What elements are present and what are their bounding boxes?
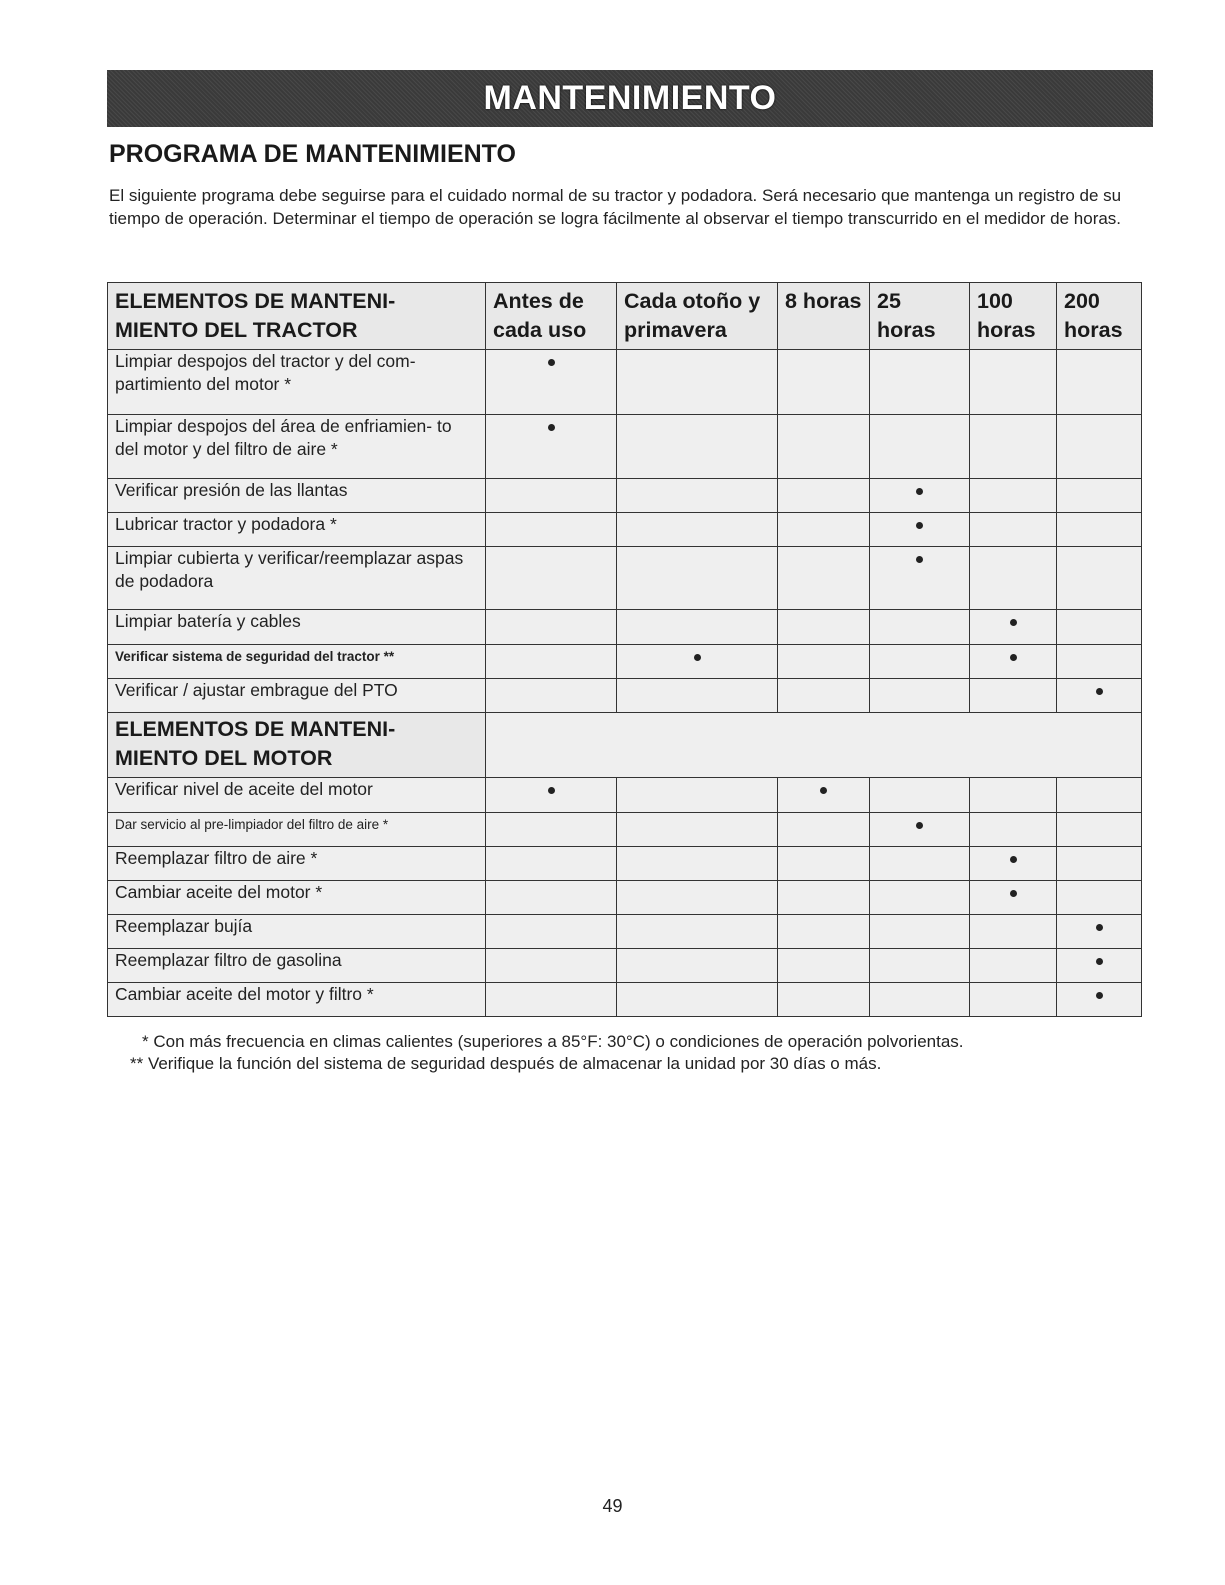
schedule-cell [486,479,617,513]
schedule-cell [1057,350,1142,415]
bullet-icon [548,787,555,794]
footnotes [130,1031,1140,1075]
bullet-icon [548,424,555,431]
schedule-cell [617,983,778,1017]
schedule-cell [778,778,870,813]
task-label: Verificar nivel de aceite del motor [108,778,486,813]
banner-title: MANTENIMIENTO [483,79,777,117]
bullet-icon [1096,688,1103,695]
table-row [108,479,1142,513]
schedule-cell [486,778,617,813]
schedule-cell [870,949,970,983]
schedule-cell [778,610,870,645]
header-motor-items: ELEMENTOS DE MANTENI- MIENTO DEL MOTOR [108,713,486,778]
schedule-cell [870,679,970,713]
schedule-cell [486,915,617,949]
schedule-cell [778,645,870,679]
schedule-cell [486,813,617,847]
schedule-cell [970,847,1057,881]
schedule-cell [1057,513,1142,547]
schedule-cell [870,513,970,547]
schedule-cell [617,547,778,610]
tractor-rows [108,350,1142,713]
schedule-cell [1057,915,1142,949]
schedule-cell [617,350,778,415]
motor-section-spacer [486,713,1142,778]
schedule-cell [617,881,778,915]
schedule-cell [1057,645,1142,679]
bullet-icon [694,654,701,661]
table-row [108,949,1142,983]
schedule-cell [486,513,617,547]
table-row [108,513,1142,547]
schedule-cell [617,679,778,713]
schedule-cell [970,949,1057,983]
schedule-cell [970,679,1057,713]
bullet-icon [548,359,555,366]
schedule-cell [970,547,1057,610]
schedule-cell [970,350,1057,415]
task-label: Verificar / ajustar embrague del PTO [108,679,486,713]
task-label: Reemplazar bujía [108,915,486,949]
bullet-icon [1096,924,1103,931]
table-header-row [108,283,1142,350]
task-label: Limpiar despojos del tractor y del com- partimiento del motor * [108,350,486,415]
schedule-cell [778,679,870,713]
schedule-cell [1057,949,1142,983]
schedule-cell [870,983,970,1017]
bullet-icon [1010,654,1017,661]
schedule-cell [778,813,870,847]
bullet-icon [1010,856,1017,863]
schedule-cell [778,949,870,983]
header-col-25-hours: 25 horas [870,283,970,350]
maintenance-schedule-table [107,282,1142,1017]
bullet-icon [1010,890,1017,897]
page-banner [107,70,1153,127]
motor-section-row [108,713,1142,778]
schedule-cell [970,778,1057,813]
table-row [108,547,1142,610]
schedule-cell [617,415,778,479]
schedule-cell [486,645,617,679]
schedule-cell [617,513,778,547]
schedule-cell [970,915,1057,949]
schedule-cell [486,350,617,415]
header-col-200-hours: 200 horas [1057,283,1142,350]
schedule-cell [1057,610,1142,645]
task-label: Dar servicio al pre-limpiador del filtro de aire * [108,813,486,847]
schedule-cell [970,645,1057,679]
footnote-double-asterisk: ** Verifique la función del sistema de seguridad después de almacenar la unidad por 30 días o más. [130,1054,882,1073]
bullet-icon [916,522,923,529]
schedule-cell [617,915,778,949]
schedule-cell [778,479,870,513]
table-row [108,415,1142,479]
bullet-icon [1010,619,1017,626]
schedule-cell [970,479,1057,513]
motor-rows [108,778,1142,1017]
schedule-cell [1057,547,1142,610]
bullet-icon [1096,992,1103,999]
table-row [108,610,1142,645]
table-row [108,679,1142,713]
schedule-cell [778,915,870,949]
task-label: Verificar presión de las llantas [108,479,486,513]
table-row [108,350,1142,415]
schedule-cell [778,983,870,1017]
schedule-cell [778,513,870,547]
schedule-cell [778,881,870,915]
schedule-cell [486,610,617,645]
schedule-cell [870,881,970,915]
schedule-cell [870,847,970,881]
schedule-cell [486,983,617,1017]
schedule-cell [1057,813,1142,847]
header-tractor-items: ELEMENTOS DE MANTENI- MIENTO DEL TRACTOR [108,283,486,350]
bullet-icon [916,556,923,563]
intro-paragraph: El siguiente programa debe seguirse para el cuidado normal de su tractor y podadora. Será necesario que mantenga un registro de su tiempo de operación. Determinar el tiempo de operación se logra fácilmente al observar el tiempo transcurrido en el medidor de horas. [109,186,1122,228]
task-label: Reemplazar filtro de gasolina [108,949,486,983]
schedule-cell [617,813,778,847]
header-col-before-each-use: Antes de cada uso [486,283,617,350]
schedule-cell [486,679,617,713]
task-label: Lubricar tractor y podadora * [108,513,486,547]
task-label: Limpiar cubierta y verificar/reemplazar aspas de podadora [108,547,486,610]
schedule-cell [778,847,870,881]
schedule-cell [617,610,778,645]
schedule-cell [486,415,617,479]
schedule-cell [1057,881,1142,915]
schedule-cell [617,778,778,813]
footnote-single-asterisk: * Con más frecuencia en climas calientes (superiores a 85°F: 30°C) o condiciones de operación polvorientas. [142,1032,964,1051]
table-row [108,983,1142,1017]
schedule-cell [486,847,617,881]
schedule-cell [486,547,617,610]
schedule-cell [870,350,970,415]
task-label: Reemplazar filtro de aire * [108,847,486,881]
bullet-icon [1096,958,1103,965]
schedule-cell [486,881,617,915]
table-row [108,778,1142,813]
schedule-cell [1057,479,1142,513]
schedule-cell [617,847,778,881]
page-number: 49 [602,1496,623,1516]
schedule-cell [870,479,970,513]
schedule-cell [870,778,970,813]
schedule-cell [778,350,870,415]
schedule-cell [970,415,1057,479]
schedule-cell [486,949,617,983]
schedule-cell [870,915,970,949]
schedule-cell [617,479,778,513]
table-row [108,847,1142,881]
schedule-cell [970,513,1057,547]
schedule-cell [617,949,778,983]
schedule-cell [1057,415,1142,479]
task-label: Cambiar aceite del motor * [108,881,486,915]
task-label: Limpiar batería y cables [108,610,486,645]
schedule-cell [1057,679,1142,713]
task-label: Verificar sistema de seguridad del tractor ** [108,645,486,679]
schedule-cell [870,547,970,610]
header-col-fall-spring: Cada otoño y primavera [617,283,778,350]
bullet-icon [916,488,923,495]
table-row [108,915,1142,949]
schedule-cell [617,645,778,679]
section-title: PROGRAMA DE MANTENIMIENTO [109,140,516,168]
schedule-cell [1057,778,1142,813]
task-label: Limpiar despojos del área de enfriamien- to del motor y del filtro de aire * [108,415,486,479]
schedule-cell [970,881,1057,915]
bullet-icon [820,787,827,794]
schedule-cell [1057,847,1142,881]
schedule-cell [870,645,970,679]
schedule-cell [870,813,970,847]
schedule-cell [870,415,970,479]
schedule-cell [970,983,1057,1017]
schedule-cell [1057,983,1142,1017]
header-col-100-hours: 100 horas [970,283,1057,350]
schedule-cell [970,610,1057,645]
table-row [108,813,1142,847]
schedule-cell [970,813,1057,847]
schedule-cell [778,547,870,610]
table-row [108,881,1142,915]
schedule-cell [778,415,870,479]
table-row [108,645,1142,679]
header-col-8-hours: 8 horas [778,283,870,350]
task-label: Cambiar aceite del motor y filtro * [108,983,486,1017]
bullet-icon [916,822,923,829]
schedule-cell [870,610,970,645]
